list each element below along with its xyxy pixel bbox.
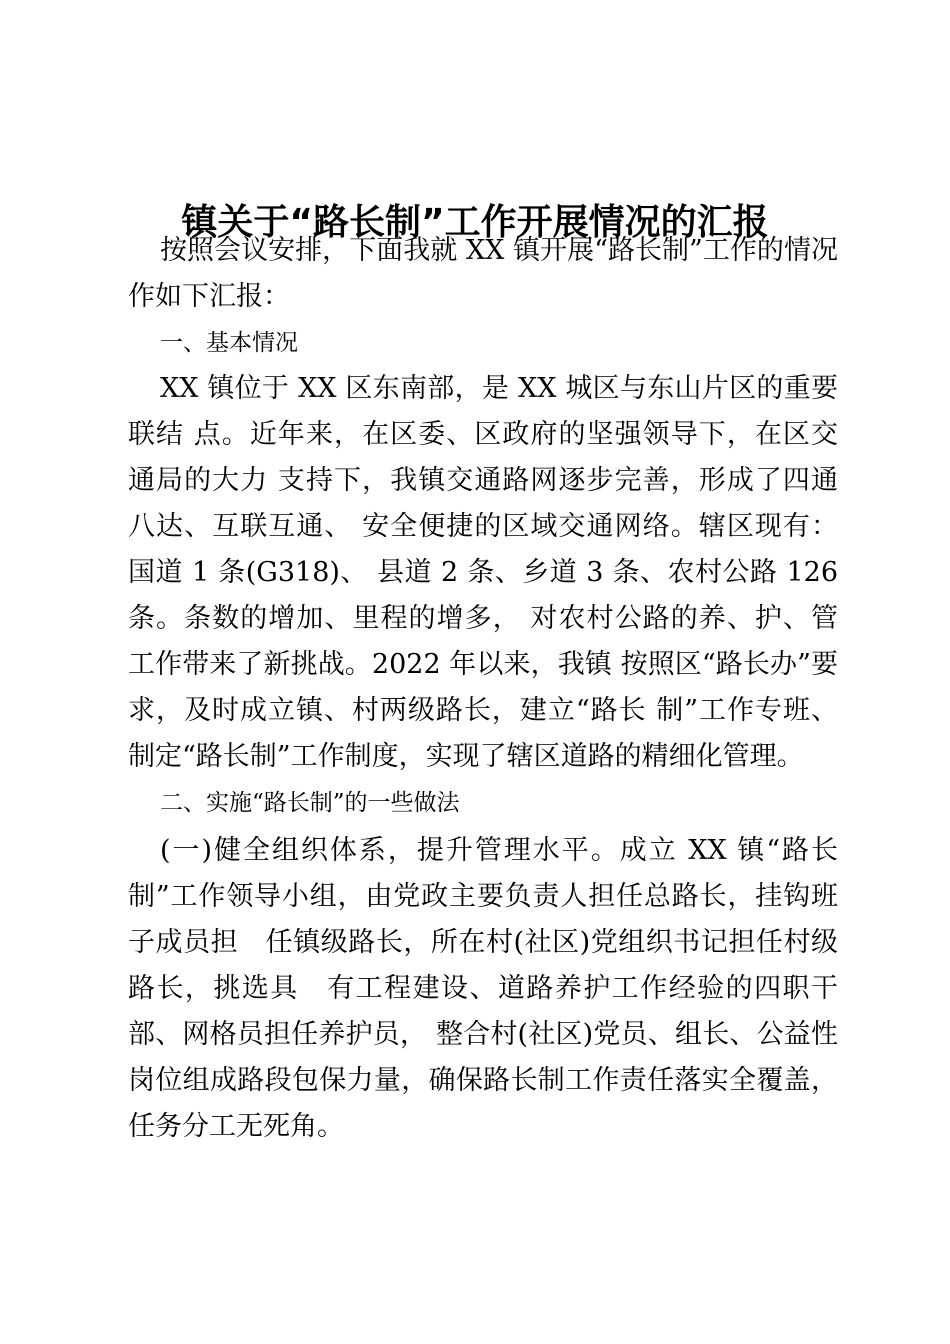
section-heading-basic-info: 一、基本情况	[160, 330, 298, 356]
section-heading-practices: 二、实施“路长制”的一些做法	[160, 790, 460, 816]
document-title: 镇关于“路长制”工作开展情况的汇报	[181, 202, 769, 244]
basic-info-paragraph: XX 镇位于 XX 区东南部，是 XX 城区与东山片区的重要联结 点。近年来，在区委、区政府的坚强领导下，在区交通局的大力 支持下，我镇交通路网逐步完善，形成了四通八达、互联互通、 安全便捷的区域交通网络。辖区现有：国道 1 条(G318)、 县道 2 条、乡道 3 条、农村公路 126 条。条数的增加、里程的增多， 对农村公路的养、护、管工作带来了新挑战。2022 年以来，我镇 按照区“路长办”要求，及时成立镇、村两级路长，建立“路长 制”工作专班、制定“路长制”工作制度，实现了辖区道路的精细化管理。	[128, 373, 838, 772]
intro-paragraph: 按照会议安排，下面我就 XX 镇开展“路长制”工作的情况作如下汇报：	[128, 235, 838, 312]
practices-paragraph: (一)健全组织体系，提升管理水平。成立 XX 镇“路长制”工作领导小组，由党政主要负责人担任总路长，挂钩班子成员担 任镇级路长，所在村(社区)党组织书记担任村级路长，挑选具 有工程建设、道路养护工作经验的四职干部、网格员担任养护员， 整合村(社区)党员、组长、公益性岗位组成路段包保力量，确保路长制工作责任落实全覆盖，任务分工无死角。	[128, 835, 838, 1142]
